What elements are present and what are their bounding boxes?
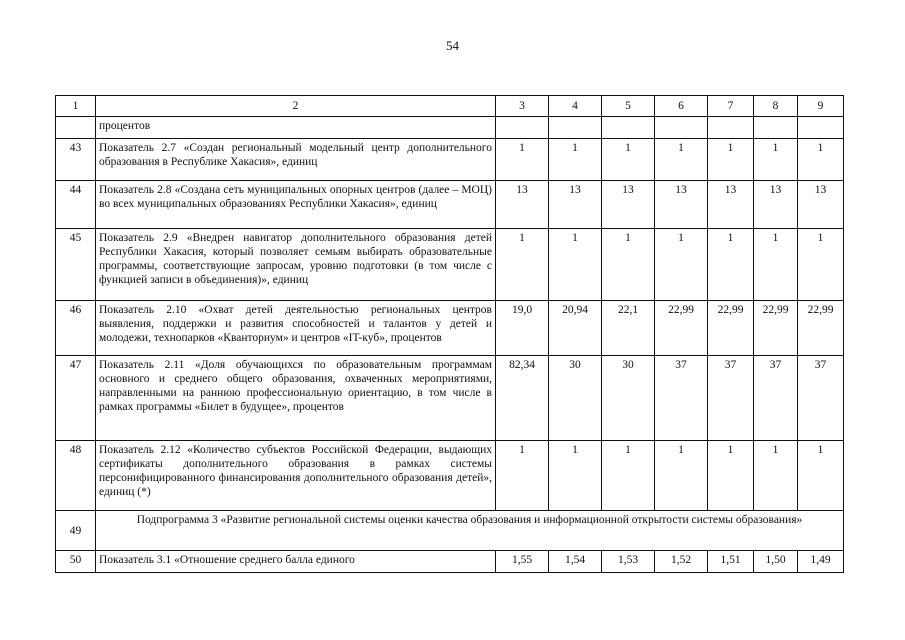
value-cell: 1 bbox=[602, 229, 655, 301]
value-cell: 1,51 bbox=[708, 551, 754, 573]
value-cell: 1 bbox=[708, 441, 754, 511]
indicator-description: Показатель 2.8 «Создана сеть муниципальных опорных центров (далее – МОЦ) во всех муниципальных образованиях Республики Хакасия», единиц bbox=[96, 181, 496, 229]
value-cell: 1,50 bbox=[754, 551, 798, 573]
value-cell: 1 bbox=[754, 139, 798, 181]
indicator-description: Показатель 2.12 «Количество субъектов Российской Федерации, выдающих сертификаты дополнительного образования в рамках системы персонифицированного финансирования дополнительного образования детей», единиц (*) bbox=[96, 441, 496, 511]
header-cell: 1 bbox=[56, 96, 96, 117]
header-cell: 6 bbox=[655, 96, 708, 117]
row-number: 47 bbox=[56, 356, 96, 441]
header-cell: 3 bbox=[496, 96, 549, 117]
row-number: 48 bbox=[56, 441, 96, 511]
value-cell: 22,1 bbox=[602, 301, 655, 356]
indicator-description: Показатель 2.9 «Внедрен навигатор дополнительного образования детей Республики Хакасия, который позволяет семьям выбирать образовательные программы, соответствующие запросам, уровню подготовки (в том числе с функцией записи в объединения)», единиц bbox=[96, 229, 496, 301]
table-row bbox=[56, 551, 844, 573]
value-cell: 1 bbox=[655, 441, 708, 511]
indicator-description: Показатель 2.10 «Охват детей деятельностью региональных центров выявления, поддержки и развития способностей и талантов у детей и молодежи, технопарков «Кванториум» и центров «IT-куб», процентов bbox=[96, 301, 496, 356]
table-row bbox=[56, 229, 844, 301]
header-cell: 5 bbox=[602, 96, 655, 117]
value-cell: 22,99 bbox=[798, 301, 844, 356]
header-cell: 9 bbox=[798, 96, 844, 117]
value-cell: 19,0 bbox=[496, 301, 549, 356]
value-cell: 1 bbox=[655, 139, 708, 181]
indicator-table bbox=[55, 95, 844, 573]
row-number: 46 bbox=[56, 301, 96, 356]
value-cell: 1,54 bbox=[549, 551, 602, 573]
value-cell: 13 bbox=[655, 181, 708, 229]
value-cell: 37 bbox=[798, 356, 844, 441]
value-cell: 1 bbox=[602, 441, 655, 511]
table-row bbox=[56, 511, 844, 551]
row-number: 45 bbox=[56, 229, 96, 301]
value-cell: 37 bbox=[708, 356, 754, 441]
value-cell bbox=[798, 117, 844, 139]
value-cell bbox=[655, 117, 708, 139]
subprogram-title: Подпрограмма 3 «Развитие региональной системы оценки качества образования и информационной открытости системы образования» bbox=[96, 511, 844, 551]
value-cell: 22,99 bbox=[708, 301, 754, 356]
value-cell bbox=[496, 117, 549, 139]
row-number bbox=[56, 117, 96, 139]
table-row bbox=[56, 301, 844, 356]
value-cell: 1 bbox=[708, 139, 754, 181]
row-number: 50 bbox=[56, 551, 96, 573]
table-row bbox=[56, 139, 844, 181]
value-cell: 13 bbox=[754, 181, 798, 229]
table-header-row bbox=[56, 96, 844, 117]
value-cell: 1 bbox=[655, 229, 708, 301]
value-cell bbox=[602, 117, 655, 139]
value-cell: 1 bbox=[754, 441, 798, 511]
value-cell: 13 bbox=[549, 181, 602, 229]
value-cell: 1 bbox=[798, 441, 844, 511]
table-row bbox=[56, 356, 844, 441]
table-body bbox=[56, 96, 844, 573]
value-cell: 1,53 bbox=[602, 551, 655, 573]
indicator-description: процентов bbox=[96, 117, 496, 139]
value-cell: 1,52 bbox=[655, 551, 708, 573]
value-cell: 30 bbox=[549, 356, 602, 441]
value-cell: 1,55 bbox=[496, 551, 549, 573]
header-cell: 7 bbox=[708, 96, 754, 117]
value-cell: 82,34 bbox=[496, 356, 549, 441]
value-cell: 20,94 bbox=[549, 301, 602, 356]
indicator-description: Показатель 2.11 «Доля обучающихся по образовательным программам основного и среднего общего образования, охваченных мероприятиями, направленными на раннюю профессиональную ориентацию, в том числе в рамках программы «Билет в будущее», процентов bbox=[96, 356, 496, 441]
page-number: 54 bbox=[446, 38, 459, 53]
value-cell: 1 bbox=[496, 441, 549, 511]
row-number: 43 bbox=[56, 139, 96, 181]
indicator-description: Показатель 3.1 «Отношение среднего балла единого bbox=[96, 551, 496, 573]
value-cell bbox=[708, 117, 754, 139]
table-row bbox=[56, 117, 844, 139]
value-cell: 1 bbox=[549, 139, 602, 181]
header-cell: 2 bbox=[96, 96, 496, 117]
table-row bbox=[56, 441, 844, 511]
value-cell: 1,49 bbox=[798, 551, 844, 573]
row-number: 44 bbox=[56, 181, 96, 229]
value-cell: 13 bbox=[496, 181, 549, 229]
value-cell: 22,99 bbox=[754, 301, 798, 356]
value-cell: 1 bbox=[754, 229, 798, 301]
value-cell: 1 bbox=[549, 229, 602, 301]
value-cell: 1 bbox=[549, 441, 602, 511]
value-cell: 13 bbox=[708, 181, 754, 229]
value-cell: 37 bbox=[655, 356, 708, 441]
header-cell: 8 bbox=[754, 96, 798, 117]
value-cell bbox=[549, 117, 602, 139]
value-cell: 22,99 bbox=[655, 301, 708, 356]
value-cell: 1 bbox=[798, 229, 844, 301]
value-cell: 1 bbox=[496, 139, 549, 181]
value-cell: 37 bbox=[754, 356, 798, 441]
header-cell: 4 bbox=[549, 96, 602, 117]
value-cell: 1 bbox=[798, 139, 844, 181]
row-number: 49 bbox=[56, 511, 96, 551]
value-cell: 1 bbox=[708, 229, 754, 301]
value-cell bbox=[754, 117, 798, 139]
value-cell: 1 bbox=[496, 229, 549, 301]
value-cell: 13 bbox=[798, 181, 844, 229]
value-cell: 13 bbox=[602, 181, 655, 229]
value-cell: 30 bbox=[602, 356, 655, 441]
value-cell: 1 bbox=[602, 139, 655, 181]
table-row bbox=[56, 181, 844, 229]
indicator-description: Показатель 2.7 «Создан региональный модельный центр дополнительного образования в Республике Хакасия», единиц bbox=[96, 139, 496, 181]
